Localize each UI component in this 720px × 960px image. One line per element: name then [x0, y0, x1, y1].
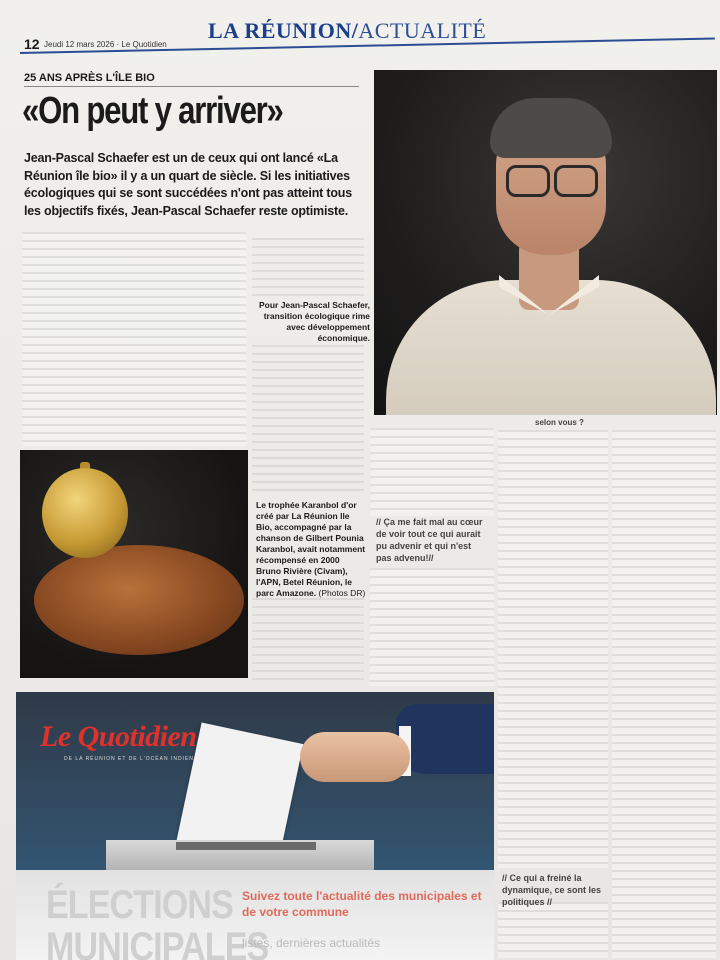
blurred-text-column: [252, 598, 364, 680]
newspaper-logo: Le Quotidien: [40, 720, 197, 753]
blurred-text-column: [498, 430, 608, 868]
blurred-text-column: [252, 238, 364, 298]
region-title: LA RÉUNION: [208, 18, 352, 43]
question-fragment: selon vous ?: [535, 418, 584, 427]
glasses-right-lens: [554, 165, 598, 197]
section-title: ACTUALITÉ: [358, 18, 487, 43]
blurred-text-column: [252, 345, 364, 495]
ad-subtitle: Suivez toute l'actualité des municipales et de votre commune: [242, 889, 482, 919]
trophy-caption: [256, 500, 366, 599]
blurred-text-column: [612, 430, 716, 958]
pull-quote: // Ce qui a freiné la dynamique, ce sont les politiques //: [502, 873, 602, 907]
page-number: 12: [24, 36, 40, 52]
issue-date: Jeudi 12 mars 2026 · Le Quotidien: [44, 40, 167, 49]
wooden-base: [34, 545, 244, 655]
golden-fruit: [42, 468, 128, 558]
ad-title-line: MUNICIPALES: [46, 925, 269, 960]
trophy-photo: [20, 450, 248, 678]
blurred-text-column: [370, 568, 494, 686]
portrait-caption: Pour Jean-Pascal Schaefer, transition écologique rime avec développement économique.: [258, 300, 370, 343]
portrait-photo: [374, 70, 717, 415]
blurred-text-column: [22, 232, 246, 446]
ballot-slot: [176, 842, 316, 850]
kicker-rule: [24, 86, 359, 87]
hand-shape: [300, 732, 410, 782]
glasses-left-lens: [506, 165, 550, 197]
trophy-caption-text: Le trophée Karanbol d'or créé par La Réunion Ile Bio, accompagné par la chanson de Gilbert Pounia Karanbol, avait notamment récompensé en 2000 Bruno Rivière (Civam), l'APN, Betel Réunion, le parc Amazone.: [256, 500, 366, 598]
article-kicker: 25 ANS APRÈS L'ÎLE BIO: [24, 72, 155, 84]
ad-title: [46, 884, 268, 960]
elections-advertisement: [16, 692, 494, 960]
ad-subtitle-secondary: listes, dernières actualités: [242, 936, 381, 950]
blurred-text-column: [370, 428, 494, 516]
hair-shape: [490, 98, 612, 158]
article-lead: Jean-Pascal Schaefer est un de ceux qui ont lancé «La Réunion île bio» il y a un quart de siècle. Si les initiatives écologiques qui se sont succédées n'ont pas atteint tous les objectifs fixés, Jean-Pascal Schaefer reste optimiste.: [24, 151, 352, 218]
blurred-text-column: [498, 902, 608, 958]
header-separator: /: [351, 18, 359, 43]
photo-credit: (Photos DR): [318, 588, 366, 598]
article-headline: «On peut y arriver»: [22, 90, 283, 132]
pull-quote: // Ça me fait mal au cœur de voir tout ce qui aurait pu advenir et qui n'est pas advenu!//: [376, 517, 483, 563]
section-header: [208, 18, 486, 44]
logo-tagline: DE LA RÉUNION ET DE L'OCÉAN INDIEN: [64, 756, 194, 762]
ad-title-line: ÉLECTIONS: [46, 883, 233, 927]
